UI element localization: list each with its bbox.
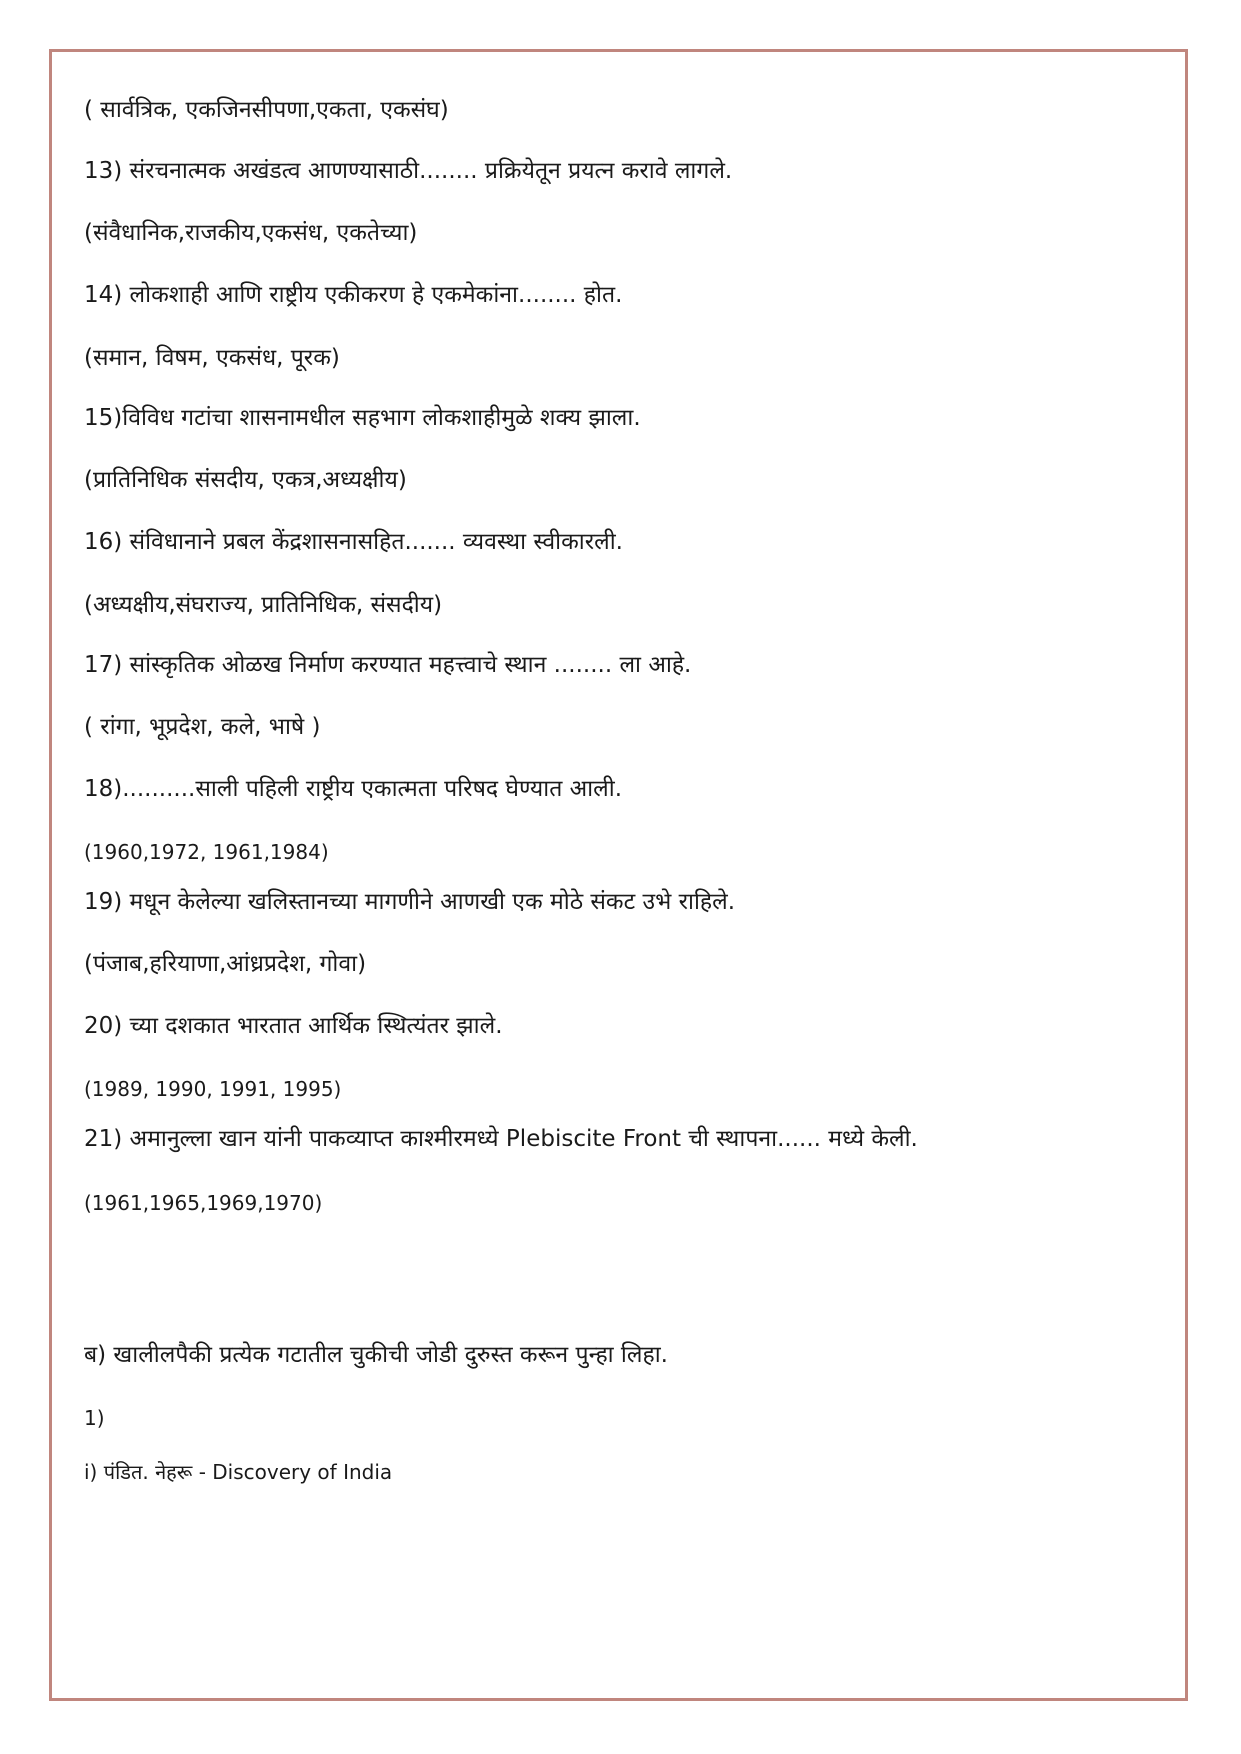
question-16: 16) संविधानाने प्रबल केंद्रशासनासहित....... व्यवस्था स्वीकारली.: [84, 529, 623, 555]
question-21: 21) अमानुल्ला खान यांनी पाकव्याप्त काश्मीरमध्ये Plebiscite Front ची स्थापना...... मध्ये केली.: [84, 1126, 918, 1152]
options-line-21: (1961,1965,1969,1970): [84, 1191, 323, 1215]
group-1-label: 1): [84, 1406, 105, 1430]
question-15: 15)विविध गटांचा शासनामधील सहभाग लोकशाहीमुळे शक्य झाला.: [84, 405, 641, 431]
question-17: 17) सांस्कृतिक ओळख निर्माण करण्यात महत्त्वाचे स्थान ........ ला आहे.: [84, 652, 692, 678]
question-18: 18)..........साली पहिली राष्ट्रीय एकात्मता परिषद घेण्यात आली.: [84, 776, 623, 802]
question-19: 19) मधून केलेल्या खलिस्तानच्या मागणीने आणखी एक मोठे संकट उभे राहिले.: [84, 889, 736, 915]
options-line-13: (संवैधानिक,राजकीय,एकसंध, एकतेच्या): [84, 220, 418, 246]
pair-i: i) पंडित. नेहरू - Discovery of India: [84, 1460, 393, 1484]
question-20: 20) च्या दशकात भारतात आर्थिक स्थित्यंतर झाले.: [84, 1013, 503, 1039]
section-b-heading: ब) खालीलपैकी प्रत्येक गटातील चुकीची जोडी दुरुस्त करून पुन्हा लिहा.: [84, 1342, 668, 1368]
options-line-17: ( रांगा, भूप्रदेश, कले, भाषे ): [84, 714, 321, 740]
options-line-18: (1960,1972, 1961,1984): [84, 840, 329, 864]
question-13: 13) संरचनात्मक अखंडत्व आणण्यासाठी........ प्रक्रियेतून प्रयत्न करावे लागले.: [84, 158, 733, 184]
options-line-16: (अध्यक्षीय,संघराज्य, प्रातिनिधिक, संसदीय): [84, 592, 443, 618]
question-14: 14) लोकशाही आणि राष्ट्रीय एकीकरण हे एकमेकांना........ होत.: [84, 282, 623, 308]
options-line-15: (प्रातिनिधिक संसदीय, एकत्र,अध्यक्षीय): [84, 467, 407, 493]
options-line-20: (1989, 1990, 1991, 1995): [84, 1077, 342, 1101]
options-line-14: (समान, विषम, एकसंध, पूरक): [84, 345, 340, 371]
options-line-19: (पंजाब,हरियाणा,आंध्रप्रदेश, गोवा): [84, 951, 367, 977]
options-line-12: ( सार्वत्रिक, एकजिनसीपणा,एकता, एकसंघ): [84, 97, 449, 123]
